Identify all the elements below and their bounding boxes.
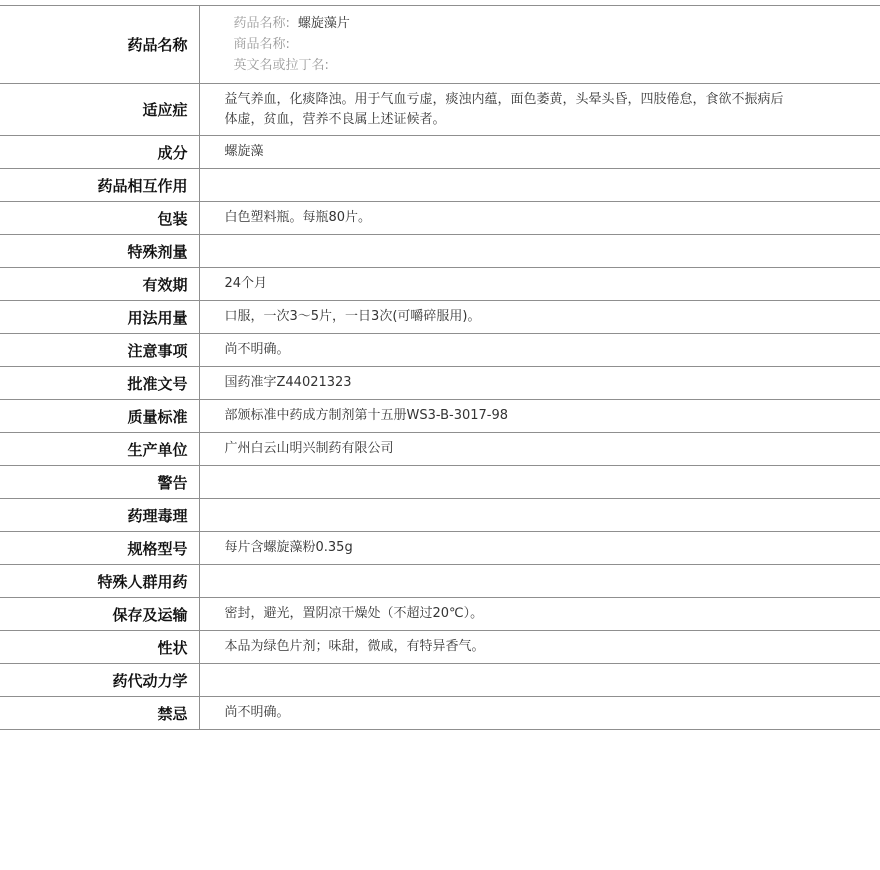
table-row-drug-name (0, 6, 880, 84)
table-row (0, 235, 880, 268)
table-row (0, 84, 880, 136)
row-value (199, 169, 880, 202)
row-label: 特殊剂量 (0, 235, 199, 268)
table-row (0, 598, 880, 631)
row-value (199, 499, 880, 532)
table-row (0, 202, 880, 235)
table-row (0, 433, 880, 466)
table-row (0, 532, 880, 565)
row-label: 药品相互作用 (0, 169, 199, 202)
row-label: 生产单位 (0, 433, 199, 466)
row-value: 益气养血，化痰降浊。用于气血亏虚，痰浊内蕴，面色萎黄，头晕头昏，四肢倦怠，食欲不振病后体虚，贫血，营养不良属上述证候者。 (199, 84, 880, 136)
row-value: 部颁标准中药成方制剂第十五册WS3-B-3017-98 (199, 400, 880, 433)
row-label: 批准文号 (0, 367, 199, 400)
drug-name-cell (199, 6, 880, 84)
table-row (0, 697, 880, 730)
row-value: 国药准字Z44021323 (199, 367, 880, 400)
row-label: 质量标准 (0, 400, 199, 433)
table-row (0, 499, 880, 532)
row-value (199, 664, 880, 697)
row-value (199, 565, 880, 598)
row-label: 特殊人群用药 (0, 565, 199, 598)
row-label: 警告 (0, 466, 199, 499)
row-label: 规格型号 (0, 532, 199, 565)
row-label: 药品名称 (0, 6, 199, 84)
generic-name-value: 螺旋藻片 (297, 16, 350, 31)
row-value (199, 235, 880, 268)
table-row (0, 367, 880, 400)
row-value: 螺旋藻 (199, 136, 880, 169)
generic-name-line (234, 13, 880, 34)
generic-name-label: 药品名称: (233, 16, 290, 31)
row-value: 本品为绿色片剂；味甜，微咸，有特异香气。 (199, 631, 880, 664)
table-row (0, 631, 880, 664)
table-row (0, 466, 880, 499)
row-label: 适应症 (0, 84, 199, 136)
row-label: 性状 (0, 631, 199, 664)
table-row (0, 664, 880, 697)
row-value: 广州白云山明兴制药有限公司 (199, 433, 880, 466)
table-row (0, 268, 880, 301)
table-row (0, 136, 880, 169)
row-label: 用法用量 (0, 301, 199, 334)
row-label: 保存及运输 (0, 598, 199, 631)
row-label: 药理毒理 (0, 499, 199, 532)
table-row (0, 565, 880, 598)
table-row (0, 400, 880, 433)
row-label: 药代动力学 (0, 664, 199, 697)
english-name-line: 英文名或拉丁名: (233, 58, 329, 73)
row-label: 成分 (0, 136, 199, 169)
row-value: 尚不明确。 (199, 334, 880, 367)
drug-spec-table (0, 5, 880, 730)
row-value: 白色塑料瓶。每瓶80片。 (199, 202, 880, 235)
row-label: 禁忌 (0, 697, 199, 730)
table-row (0, 169, 880, 202)
row-value: 密封，避光，置阴凉干燥处（不超过20℃）。 (199, 598, 880, 631)
table-row (0, 334, 880, 367)
row-label: 注意事项 (0, 334, 199, 367)
row-value: 每片含螺旋藻粉0.35g (199, 532, 880, 565)
table-row (0, 301, 880, 334)
row-value: 尚不明确。 (199, 697, 880, 730)
row-value: 24个月 (199, 268, 880, 301)
row-label: 有效期 (0, 268, 199, 301)
row-label: 包装 (0, 202, 199, 235)
row-value (199, 466, 880, 499)
trade-name-line: 商品名称: (233, 37, 290, 52)
row-value: 口服，一次3～5片，一日3次(可嚼碎服用)。 (199, 301, 880, 334)
